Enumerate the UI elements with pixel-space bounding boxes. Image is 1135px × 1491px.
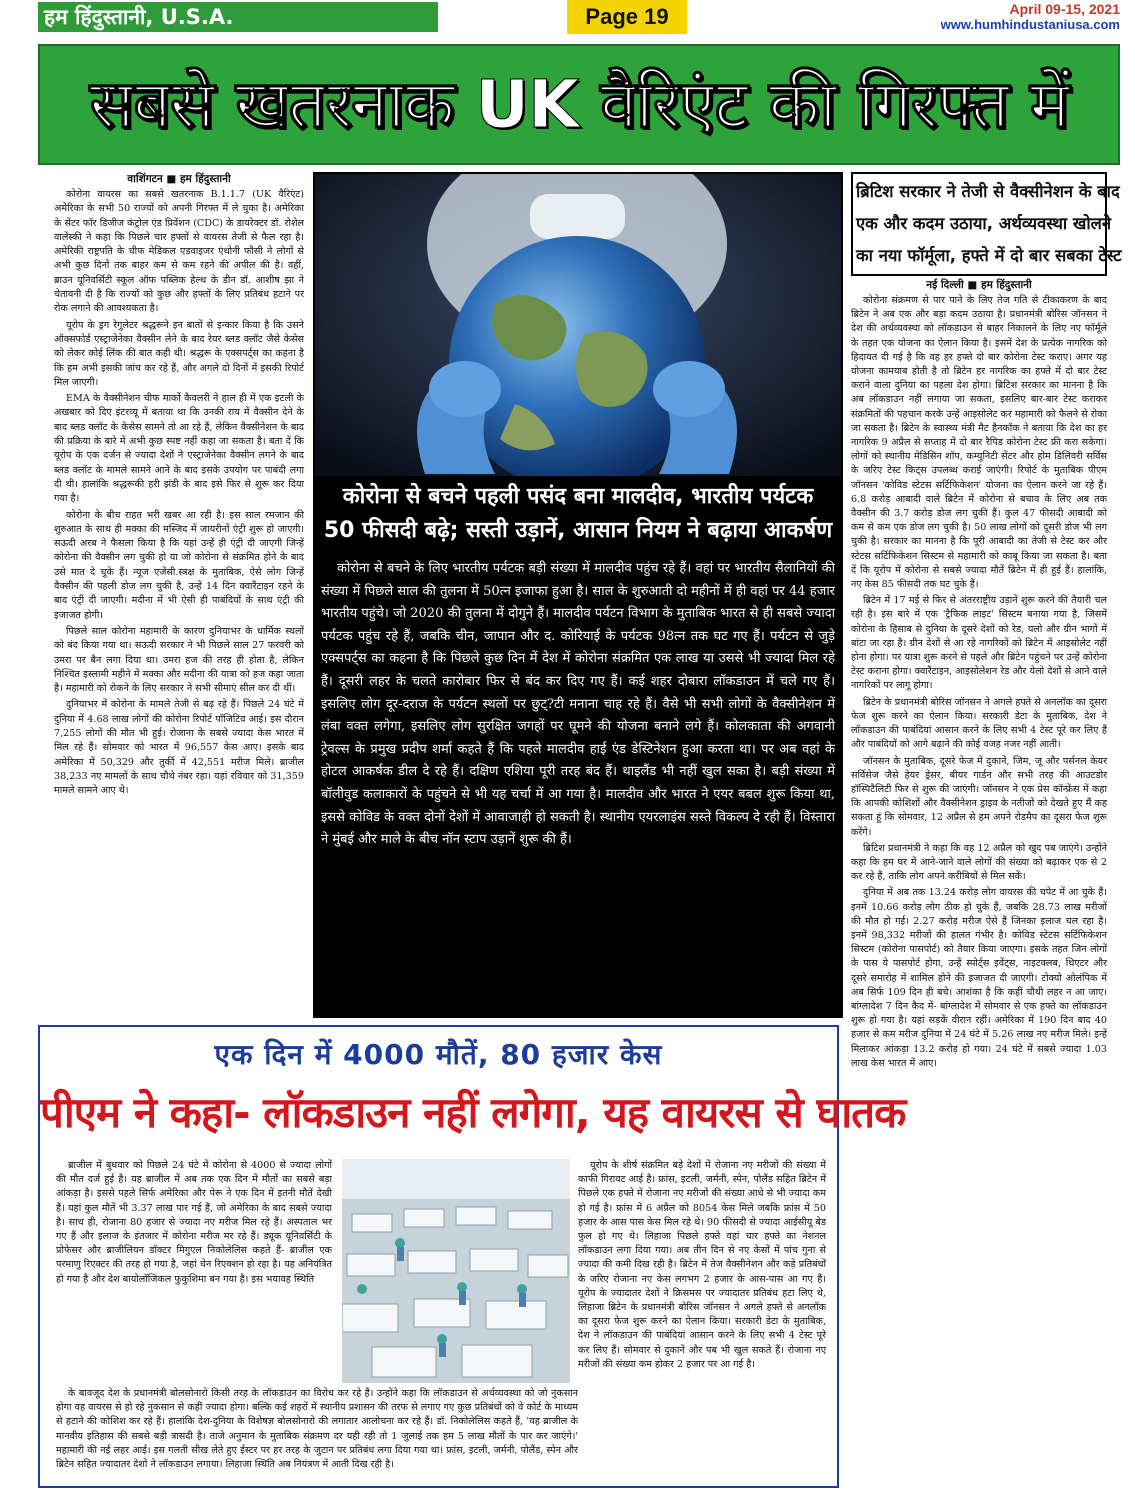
article-paragraph: दुनियाभर में कोरोना के मामले तेजी से बढ़ रहे हैं। पिछले 24 घंटे में दुनिया में 4.68 लाख लोगों की कोरोना रिपोर्ट पॉजिटिव आई। इस दौरान 7,255 लोगों की मौत भी हुई। रोजाना के सबसे ज्यादा केस भारत में मिल रहे हैं। सोमवार को भारत में 96,557 केस आए। इसके बाद अमेरिका में 50,329 और तुर्की में 42,551 मरीज मिले। ब्राजील 38,233 नए मामलों के साथ चौथे नंबर रहा। यहां रविवार को 31,359 मामले सामने आए थे। <box>54 699 304 797</box>
maldives-story-box <box>313 478 843 1018</box>
issue-date: April 09-15, 2021 <box>1009 1 1120 17</box>
page-number: Page 19 <box>567 0 687 34</box>
brazil-left-text <box>56 1159 332 1384</box>
brazil-bottom-text <box>56 1387 578 1482</box>
article-paragraph: कोरोना के बीच राहत भरी खबर आ रही है। इस साल रमजान की शुरुआत के साथ ही मक्का की मस्जिद में जायरीनों एंट्री शुरू हो जाएगी। सऊदी अरब ने फैसला किया है कि यहां उन्हें ही एंट्री दी जाएगी जिन्हें कोरोना की वैक्सीन लग चुकी हो या जो कोरोना से संक्रमित होने के बाद उसे मात दे चुके हैं। न्यूज एजेंसी.स्त्रक्ष के मुताबिक, ऐसे लोग जिन्हें वैक्सीन की पहली डोज लग चुकी है, उन्हें 14 दिन क्वारैंटाइन रहने के बाद एंट्री दी जाएगी। मदीना में भी ऐसी ही पाबंदियों के साथ एंट्री की इजाजत होगी। <box>54 509 304 621</box>
maldives-headline-line: कोरोना से बचने पहली पसंद बना मालदीव, भारतीय पर्यटक <box>342 484 814 509</box>
article-paragraph: कोरोना वायरस का सबसे खतरनाक B.1.1.7 (UK वैरिएंट) अमेरिका के सभी 50 राज्यों को अपनी गिरफ्त में ले चुका है। अमेरिका के सेंटर फॉर डिजीज कंट्रोल एंड प्रिवेंशन (CDC) के डायरेक्टर डॉ. रोशेल वालेंस्की ने कहा कि पिछले चार हफ्तों से वायरस तेजी से फैल रहा है। अमेरिकी राष्ट्रपति के चीफ मेडिकल एडवाइजर एंथोनी फौसी ने लोगों से अभी कुछ दिनों तक बाहर कम से कम रहने की अपील की है। वहीं, ब्राउन यूनिवर्सिटी स्कूल ऑफ पब्लिक हेल्थ के डीन डॉ. आशीष झा ने चेतावनी दी है कि राज्यों को कुछ और हफ्तों के लिए प्रतिबंध हटाने पर रोक लगाने की आवश्यकता है। <box>54 189 304 315</box>
uk-headline-line: ब्रिटिश सरकार ने तेजी से वैक्सीनेशन के बाद <box>856 182 1120 201</box>
article-paragraph: EMA के वैक्सीनेशन चीफ मार्को कैवलरी ने हाल ही में एक इटली के अखबार को दिए इंटरव्यू में बताया था कि उनकी राय में वैक्सीन देने के बाद ब्लड क्लॉट के केसेस सामने तो आ रहे हैं, लेकिन वैक्सीनेशन के बाद की प्रक्रिया के बारे में अभी कुछ स्पष्ट नहीं कहा जा सकता है। बता दें कि यूरोप के एक दर्जन से ज्यादा देशों ने एस्ट्राजेनेका वैक्सीन लगने के बाद ब्लड क्लॉट के मामले सामने आने के बाद इसके उपयोग पर पाबंदी लगा दी थी। हालांकि श्रद्धरूकी हरी झंडी के बाद इसे फिर से शुरू कर दिया गया है। <box>54 393 304 505</box>
globe-photo-illustration <box>315 174 841 476</box>
article-paragraph: के बावजूद देश के प्रधानमंत्री बोलसोनारो किसी तरह के लॉकडाउन का विरोध कर रहे हैं। उन्होंने कहा कि लॉकडाउन से अर्थव्यवस्था को जो नुकसान होगा वह वायरस से हो रहे नुकसान से कहीं ज्यादा होगा। बल्कि कई शहरों में स्थानीय प्रशासन की तरफ से लगाए गए कुछ प्रतिबंधों को वे कोर्ट के माध्यम से हटाने की कोशिश कर रहे हैं। हालांकि देश-दुनिया के विशेषज्ञ बोलसोनारो की लगातार आलोचना कर रहे हैं। डॉ. निकोलेलिस कहते हैं, 'यह ब्राजील के मानवीय इतिहास की सबसे बड़ी त्रासदी है। ताजे अनुमान के मुताबिक संक्रमण दर यही रही तो 1 जुलाई तक हम 5 लाख मौतों के पार कर जाएंगे।' महामारी की नई लहर आई। इस गलती सीख लेते हुए ईस्टर पर हर तरह के जुटान पर प्रतिबंध लगा दिया गया था। फ्रांस, इटली, जर्मनी, पोलैंड, स्पेन और ब्रिटेन सहित ज्यादातर देशों ने लॉकडाउन लगाया। लिहाजा स्थिति अब नियंत्रण में आती दिख रही है। <box>56 1388 578 1471</box>
article-paragraph: ब्रिटेन के प्रधानमंत्री बोरिस जॉनसन ने अगले हफ्ते से अनलॉक का दूसरा फेज शुरू करने का ऐलान किया। सरकारी डेटा के मुताबिक, देश ने लॉकडाउन की पाबंदियां आसान करने के लिए सभी 4 टेस्ट पूरे कर लिए हैं और पाबंदियों को आगे बढ़ाने की कोई वजह नजर नहीं आती। <box>851 696 1107 751</box>
uk-headline-line: एक और कदम उठाया, अर्थव्यवस्था खोलने <box>856 214 1112 233</box>
main-article <box>54 172 304 1020</box>
brazil-right-text <box>578 1159 826 1481</box>
article-paragraph: ब्राजील में बुधवार को पिछले 24 घंटे में कोरोना से 4000 से ज्यादा लोगों की मौत दर्ज हुई है। यह ब्राजील में अब तक एक दिन में मौतों का सबसे बड़ा आंकड़ा है। इससे पहले सिर्फ अमेरिका और पेरू ने एक दिन में इतनी मौतें देखी हैं। यहां कुल मौतें भी 3.37 लाख पार गई हैं, जो अमेरिका के बाद सबसे ज्यादा है। साथ ही, रोजाना 80 हजार से ज्यादा नए मरीज मिल रहे हैं। अस्पताल भर गए हैं और इलाज के इंतजार में कोरोना मरीज मर रहे हैं। ड्यूक यूनिवर्सिटी के प्रोफेसर और ब्राजीलियन डॉक्टर मिगुएल निकोलेलिस कहते हैं- ब्राजील एक परमाणु रिएक्टर की तरह हो गया है, जहां चेन रिएक्शन हो रहा है। यह अनियंत्रित हो गया है और देश बायोलॉजिकल फुकुशिमा बन गया है। इस भयावह स्थिति <box>56 1160 332 1285</box>
article-paragraph: जॉनसन के मुताबिक, दूसरे फेज में दुकानें, जिम, जू और पर्सनल केयर सर्विसेज जैसे हेयर ड्रेसर, बीयर गार्डन और सभी तरह की आउटडोर हॉस्पिटैलिटी फिर से शुरू की जाएंगी। जॉनसन ने एक प्रेस कॉन्फ्रेंस में कहा कि आपकी कोशिशों और वैक्सीनेशन ड्राइव के नतीजों को देखते हुए मैं कह सकता हूं कि सोमवार, 12 अप्रैल से हम अपने रोडमैप का दूसरा फेज शुरू करेंगे। <box>851 755 1107 838</box>
main-headline: सबसे खतरनाक UK वैरिएंट की गिरफ्त में <box>89 66 1069 143</box>
website-link[interactable]: www.humhindustaniusa.com <box>940 17 1120 32</box>
brazil-story-box <box>38 1025 906 1488</box>
uk-article <box>851 172 1122 1488</box>
uk-headline-box <box>851 172 1122 276</box>
article-paragraph: ब्रिटेन में 17 मई से फिर से अंतरराष्ट्रीय उड़ानें शुरू करने की तैयारी चल रही है। इस बारे में एक 'ट्रैफिक लाइट' सिस्टम बनाया गया है, जिसमें कोरोना के हिसाब से दुनिया के दूसरे देशों को रेड, यलो और ग्रीन भागों में बांटा जा रहा है। ग्रीन देशों से आ रहे नागरिकों को ब्रिटेन में आइसोलेट नहीं होना होगा। पर यात्रा शुरू करने से पहले और ब्रिटेन पहुंचने पर उन्हें कोरोना टेस्ट कराना होगा। क्वारैंटाइन, आइसोलेशन रेड और येलो देशों से आने वाले नागरिकों पर लागू होगा। <box>851 595 1107 692</box>
paper-name: हम हिंदुस्तानी, U.S.A. <box>44 5 234 29</box>
maldives-body: कोरोना से बचने के लिए भारतीय पर्यटक बड़ी संख्या में मालदीव पहुंच रहे हैं। वहां पर भारतीय सैलानियों की संख्या में पिछले साल की तुलना में 50त्न इजाफा हुआ है। साल के शुरुआती दो महीनों में ही वहां पर 44 हजार भारतीय पहुंचे। जो 2020 की तुलना में दोगुने हैं। मालदीव पर्यटन विभाग के मुताबिक भारत से ही सबसे ज्यादा पर्यटक पहुंच रहे हैं, जबकि चीन, जापान और द. कोरियाई के पर्यटक 98त्न तक घट गए हैं। पर्यटन से जुड़े एक्सपर्ट्स का कहना है कि पिछले कुछ दिन में देश में कोरोना संक्रमित एक लाख या उससे भी ज्यादा मिल रहे हैं। दूसरी लहर के चलते कारोबार फिर से बंद कर दिए गए हैं। कई शहर दोबारा लॉकडाउन में चले गए हैं। इसलिए लोग दूर-दराज के पर्यटन स्थलों पर छुट्?टी मनाना चाह रहे हैं। वैसे भी सभी लोगों के वैक्सीनेशन में लंबा वक्त लगेगा, इसलिए लोग सुरक्षित जगहों पर घूमने की योजना बनाने लगे हैं। कोलकाता की अगवानी ट्रेवल्स के प्रमुख प्रदीप शर्मा कहते हैं कि पहले मालदीव हाई एंड डेस्टिनेशन हुआ करता था। पर अब वहां के होटल आकर्षक डील दे रहे हैं। दक्षिण एशिया पूरी तरह बंद हैं। थाइलैंड भी नहीं खुल सका है। बड़ी संख्या में बॉलीवुड कलाकारों के पहुंचने से भी यह चर्चा में आ गया है। मालदीव और भारत ने एयर बबल शुरू किया था, इससे कोविड के वक्त दोनों देशों में आवाजाही हो सकती है। स्थानीय एयरलाइंस सस्ते विकल्प दे रही हैं। विस्तारा ने मुंबई और माले के बीच नॉन स्टाप उड़ानें शुरू की हैं। <box>321 561 835 848</box>
hospital-ward-illustration <box>342 1159 570 1383</box>
uk-byline: नई दिल्ली ■ हम हिंदुस्तानी <box>926 279 1032 291</box>
article-paragraph: यूरोप के ड्रग रेगुलेटर श्रद्धरूने इन बातों से इन्कार किया है कि उसने ऑक्सफोर्ड एस्ट्राजेनेका वैक्सीन लेने के बाद रेयर ब्लड क्लॉट जैसे केसेस को लेकर कोई लिंक की बात कही थी। श्रद्धरू के एक्सपर्ट्स का कहना है कि हम अभी इसकी जांच कर रहे हैं, और अगले दो दिनों में इसकी रिपोर्ट मिल जाएगी। <box>54 319 304 388</box>
globe-in-gloved-hands-photo <box>313 172 843 478</box>
article-paragraph: कोरोना संक्रमण से पार पाने के लिए तेज गति से टीकाकरण के बाद ब्रिटेन ने अब एक और बड़ा कदम उठाया है। प्रधानमंत्री बोरिस जॉनसन ने देश की अर्थव्यवस्था को लॉकडाउन से बाहर निकालने के लिए नए फॉर्मूले के तहत एक योजना का ऐलान किया है। इसमें देश के प्रत्येक नागरिक को हिदायत दी गई है कि वह हर हफ्ते दो बार कोरोना टेस्ट कराए। अगर यह योजना कामयाब होती है तो ब्रिटेन हर नागरिक का हफ्ते में दो बार टेस्ट कराने वाला दुनिया का पहला देश होगा। ब्रिटिश सरकार का मानना है कि अब लॉकडाउन नहीं लगाया जा सकता, इसलिए बार-बार टेस्ट कराकर संक्रमितों की पहचान करके उन्हें आइसोलेट कर महामारी को फैलने से रोका जा सकता है। ब्रिटेन के स्वास्थ्य मंत्री मैट हैनकॉक ने बताया कि देश का हर नागरिक 9 अप्रैल से सप्ताह में दो बार रैपिड कोरोना टेस्ट फ्री करा सकेगा। लोगों को स्थानीय मेडिसिन शॉप, कम्युनिटी सेंटर और होम डिलिवरी सर्विस के जरिए टेस्ट किट्स उपलब्ध कराई जाएंगी। रिपोर्ट के मुताबिक पीएम जॉनसन 'कोविड स्टेटस सर्टिफिकेशन' योजना का ऐलान करने जा रहे हैं। 6.8 करोड़ आबादी वाले ब्रिटेन में कोरोना से बचाव के लिए अब तक वैक्सीन की 3.7 करोड़ डोज लग चुकी हैं। कुल 47 फीसदी आबादी को कम से कम एक डोज लग चुकी है। 50 लाख लोगों को दूसरी डोज भी लग चुकी है। सरकार का मानना है कि पूरी आबादी का तेजी से टेस्ट कर और स्टेटस सर्टिफिकेशन सिस्टम से महामारी को काबू किया जा सकता है। बता दें कि यूरोप में कोरोना से सबसे ज्यादा मौतें ब्रिटेन में ही हुई हैं। हालांकि, नए केस 85 फीसदी तक घट चुके हैं। <box>851 295 1107 591</box>
main-headline-banner <box>38 44 1120 165</box>
article-paragraph: यूरोप के शीर्ष संक्रमित बड़े देशों में रोजाना नए मरीजों की संख्या में काफी गिरावट आई है। फ्रांस, इटली, जर्मनी, स्पेन, पोलैंड सहित ब्रिटेन में पिछले एक हफ्ते में रोजाना नए मरीजों की संख्या आधे से भी ज्यादा कम हो गई है। फ्रांस में 6 अप्रैल को 8054 केस मिले जबकि फ्रांस में 50 हजार के आस पास केस मिल रहे थे। 90 फीसदी से ज्यादा आईसीयू बेड फुल हो गए थे। लिहाजा पिछले हफ्ते वहां चार हफ्ते का नेशनल लॉकडाउन लगा दिया गया। अब तीन दिन से नए केसों में पांच गुना से ज्यादा की कमी दिख रही है। ब्रिटेन में तेज वैक्सीनेशन और कड़े प्रतिबंधों के जरिए रोजाना नए केस लगभग 2 हजार के आस-पास आ गए हैं। यूरोप के ज्यादातर देशों ने क्रिसमस पर ज्यादातर प्रतिबंध हटा लिए थे, लिहाजा ब्रिटेन के प्रधानमंत्री बोरिस जॉनसन ने अगले हफ्ते से अनलॉक का दूसरा फेज शुरू करने का ऐलान किया। सरकारी डेटा के मुताबिक, देश ने लॉकडाउन की पाबंदियां आसान करने के लिए सभी 4 टेस्ट पूरे कर लिए हैं। सोमवार से दुकानें और पब भी खुल सकते हैं। रोजाना नए मरीजों की संख्या कम होकर 2 हजार पर आ गई है। <box>578 1160 826 1370</box>
brazil-headline: पीएम ने कहा- लॉकडाउन नहीं लगेगा, यह वायरस से घातक <box>40 1088 906 1137</box>
main-byline: वाशिंगटन ■ हम हिंदुस्तानी <box>127 173 231 185</box>
maldives-headline <box>315 480 841 552</box>
uk-headline-line: का नया फॉर्मूला, हफ्ते में दो बार सबका टेस्ट <box>856 246 1122 265</box>
hospital-ward-photo <box>342 1159 570 1383</box>
masthead <box>38 2 438 32</box>
article-paragraph: दुनिया में अब तक 13.24 करोड़ लोग वायरस की चपेट में आ चुके हैं। इनमें 10.66 करोड़ लोग ठीक हो चुके हैं, जबकि 28.73 लाख मरीजों की मौत हो गई। 2.27 करोड़ मरीज ऐसे हैं जिनका इलाज चल रहा है। इनमें 98,332 मरीजों की हालत गंभीर है। कोविड स्टेटस सर्टिफिकेशन सिस्टम (कोरोना पासपोर्ट) को तैयार किया जाएगा। इसके तहत जिन लोगों के पास ये पासपोर्ट होगा, उन्हें स्पोर्ट्स इवेंट्स, नाइटक्लब, थिएटर और दूसरे समारोह में शामिल होने की इजाजत दी जाएगी। टोक्यो ओलंपिक में अब सिर्फ 109 दिन ही बचे। आशंका है कि कहीं चौथी लहर न आ जाए। बांग्लादेश 7 दिन कैद में- बांग्लादेश में सोमवार से एक हफ्ते का लॉकडाउन शुरू हो गया है। यहां सड़कें वीरान रहीं। अमेरिका में 190 दिन बाद 40 हजार से कम मरीज दुनिया में 24 घंटे में 5.26 लाख नए मरीज मिले। इन्हें मिलाकर आंकड़ा 13.2 करोड़ हो गया। 24 घंटे में सबसे ज्यादा 1.03 लाख केस भारत में आए। <box>851 887 1107 1069</box>
article-paragraph: पिछले साल कोरोना महामारी के कारण दुनियाभर के धार्मिक स्थलों को बंद किया गया था। सऊदी सरकार ने भी पिछले साल 27 फरवरी को उमरा पर बैन लगा दिया था। उमरा हज की तरह ही होता है, लेकिन निश्चित इस्लामी महीने में मक्का और मदीना की यात्रा को हज कहा जाता है। महामारी को रोकने के लिए सरकार ने सभी सीमाएं सील कर दी थीं। <box>54 625 304 695</box>
maldives-headline-line: 50 फीसदी बढ़े; सस्ती उड़ानें, आसान नियम ने बढ़ाया आकर्षण <box>323 518 833 543</box>
brazil-subheadline: एक दिन में 4000 मौतें, 80 हजार केस <box>214 1038 663 1071</box>
article-paragraph: ब्रिटिश प्रधानमंत्री ने कहा कि वह 12 अप्रैल को खुद पब जाएंगे। उन्होंने कहा कि हम घर में आने-जाने वाले लोगों की संख्या को बढ़ाकर एक से 2 कर रहे हैं, ताकि लोग अपने करीबियों से मिल सकें। <box>851 842 1107 883</box>
